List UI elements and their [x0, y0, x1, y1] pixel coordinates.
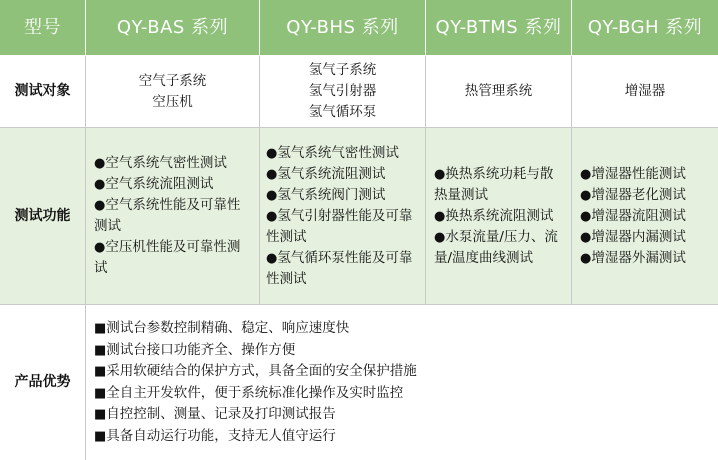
advantage-item: ■ 自控控制、测量、记录及打印测试报告: [94, 404, 718, 426]
header-series-bhs: QY-BHS 系列: [260, 0, 426, 56]
advantage-item: ■ 全自主开发软件，便于系统标准化操作及实时监控: [94, 383, 718, 405]
advantage-item: ■ 采用软硬结合的保护方式，具备全面的安全保护措施: [94, 361, 718, 383]
target-cell-bgh: [572, 56, 718, 128]
function-item: ● 氢气循环泵性能及可靠性测试: [266, 248, 419, 290]
advantage-item: ■ 测试台参数控制精确、稳定、响应速度快: [94, 318, 718, 340]
header-series-bas: QY-BAS 系列: [86, 0, 260, 56]
function-cell-bgh: [572, 128, 718, 305]
function-item: ● 水泵流量/压力、流量/温度曲线测试: [434, 227, 561, 269]
function-item: ● 增湿器老化测试: [580, 185, 712, 206]
function-cell-btms: [426, 128, 572, 305]
function-item: ● 氢气系统气密性测试: [266, 143, 419, 164]
target-cell-bas: [86, 56, 260, 128]
target-item: 增湿器: [624, 83, 666, 99]
function-item: ● 空气系统气密性测试: [94, 153, 253, 174]
header-series-bgh: QY-BGH 系列: [572, 0, 718, 56]
target-item: 热管理系统: [464, 83, 533, 99]
target-item: 空压机: [152, 93, 193, 110]
target-cell-btms: [426, 56, 572, 128]
target-item: 空气子系统: [138, 72, 207, 89]
function-cell-bas: [86, 128, 260, 305]
target-item: 氢气引射器: [308, 83, 377, 99]
function-item: ● 氢气系统流阻测试: [266, 164, 419, 185]
function-item: ● 空压机性能及可靠性测试: [94, 237, 253, 279]
function-item: ● 增湿器内漏测试: [580, 227, 712, 248]
row-label-function: 测试功能: [0, 128, 86, 305]
target-item: 氢气子系统: [308, 62, 377, 78]
header-model-label: 型号: [0, 0, 86, 56]
target-item: 氢气循环泵: [308, 104, 377, 120]
advantage-item: ■ 具备自动运行功能，支持无人值守运行: [94, 426, 718, 448]
function-item: ● 空气系统性能及可靠性测试: [94, 195, 253, 237]
target-cell-bhs: [260, 56, 426, 128]
function-item: ● 氢气系统阀门测试: [266, 185, 419, 206]
function-item: ● 氢气引射器性能及可靠性测试: [266, 206, 419, 248]
function-item: ● 增湿器外漏测试: [580, 248, 712, 269]
function-cell-bhs: [260, 128, 426, 305]
row-label-advantage: 产品优势: [0, 305, 86, 460]
advantage-cell: [86, 305, 718, 460]
function-item: ● 增湿器性能测试: [580, 164, 712, 185]
header-series-btms: QY-BTMS 系列: [426, 0, 572, 56]
function-item: ● 换热系统流阻测试: [434, 206, 561, 227]
row-label-target: 测试对象: [0, 56, 86, 128]
advantage-item: ■ 测试台接口功能齐全、操作方便: [94, 340, 718, 362]
function-item: ● 换热系统功耗与散热量测试: [434, 164, 561, 206]
function-item: ● 增湿器流阻测试: [580, 206, 712, 227]
function-item: ● 空气系统流阻测试: [94, 174, 253, 195]
